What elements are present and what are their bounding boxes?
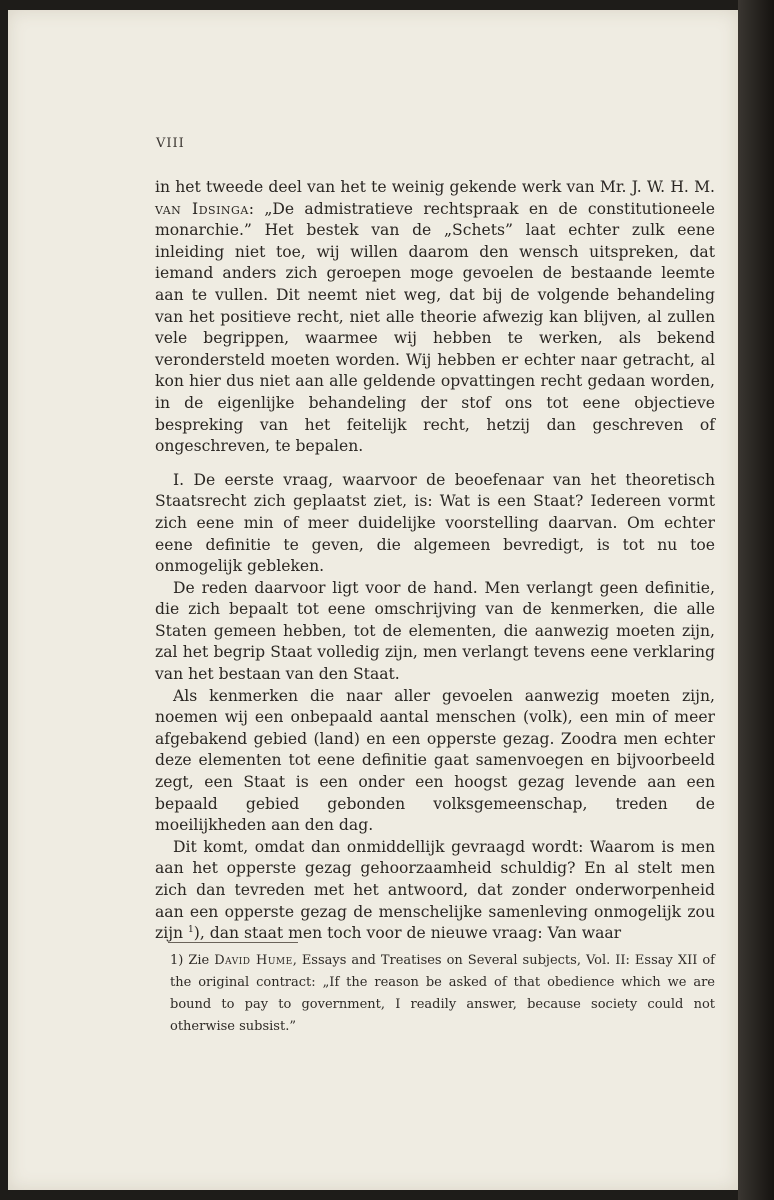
book-spine-edge [738,0,774,1200]
footnote-divider [168,942,298,943]
author-name: van Idsinga [155,199,249,218]
footnote-reference: 1 [188,925,194,935]
body-text [155,177,715,945]
footnote-mark: 1) Zie [170,953,215,968]
paragraph: De reden daarvoor ligt voor de hand. Men verlangt geen definitie, die zich bepaalt tot eene omschrijving van de kenmerken, die alle Staten gemeen hebben, tot de elementen, die aanwezig moeten zijn, zal het begrip Staat volledig zijn, men verlangt tevens eene verklaring van het bestaan van den Staat. [155,578,715,684]
paragraph-text: ), dan staat men toch voor de nieuwe vraag: Van waar [193,924,622,943]
paragraph-text: Dit komt, omdat dan onmiddellijk gevraagd wordt: Waarom is men aan het opperste gezag gehoorzaamheid schuldig? En al stelt men zich dan tevreden met het antwoord, dat zonder onderworpenheid aan een opperste gezag de menschelijke samenleving onmogelijk zou zijn [155,837,715,943]
paragraph: I. De eerste vraag, waarvoor de beoefenaar van het theoretisch Staatsrecht zich geplaatst ziet, is: Wat is een Staat? Iedereen vormt zich eene min of meer duidelijke voorstelling daarvan. Om echter eene definitie te geven, die algemeen bevredigt, is tot nu toe onmogelijk gebleken. [155,470,715,576]
paragraph: Als kenmerken die naar aller gevoelen aanwezig moeten zijn, noemen wij een onbepaald aantal menschen (volk), een min of meer afgebakend gebied (land) en een opperste gezag. Zoodra men echter deze elementen tot eene definitie gaat samenvoegen en bijvoorbeeld zegt, een Staat is een onder een hoogst gezag levende aan een bepaald gebied gebonden volksgemeenschap, treden de moeilijkheden aan den dag. [155,686,715,835]
paragraph-text: : „De admistratieve rechtspraak en de constitutioneele monarchie.” Het bestek van de „Schets” laat echter zulk eene inleiding niet toe, wij willen daarom den wensch uitspreken, dat iemand anders zich geroepen moge gevoelen de bestaande leemte aan te vullen. Dit neemt niet weg, dat bij de volgende behandeling van het positieve recht, niet alle theorie afwezig kan blijven, al zullen vele begrippen, waarmee wij hebben te werken, als bekend verondersteld moeten worden. Wij hebben er echter naar getracht, al kon hier dus niet aan alle geldende opvattingen recht gedaan worden, in de eigenlijke behandeling der stof ons tot eene objectieve bespreking van het feitelijk recht, hetzij dan geschreven of ongeschreven, te bepalen. [155,199,715,456]
paragraph [155,837,715,945]
paragraph [155,177,715,458]
paragraph-text: in het tweede deel van het te weinig gekende werk van Mr. J. W. H. M. [155,178,715,196]
book-page [8,10,738,1190]
footnote [170,950,715,1038]
footnote-author: David Hume [214,953,293,968]
page-number: VIII [156,136,185,151]
footnote-text: , Essays and Treatises on Several subjects, Vol. II: Essay XII of the original contract: „If the reason be asked of that obedience which we are bound to pay to government, I readily answer, because society could not otherwise subsist.” [170,953,715,1034]
